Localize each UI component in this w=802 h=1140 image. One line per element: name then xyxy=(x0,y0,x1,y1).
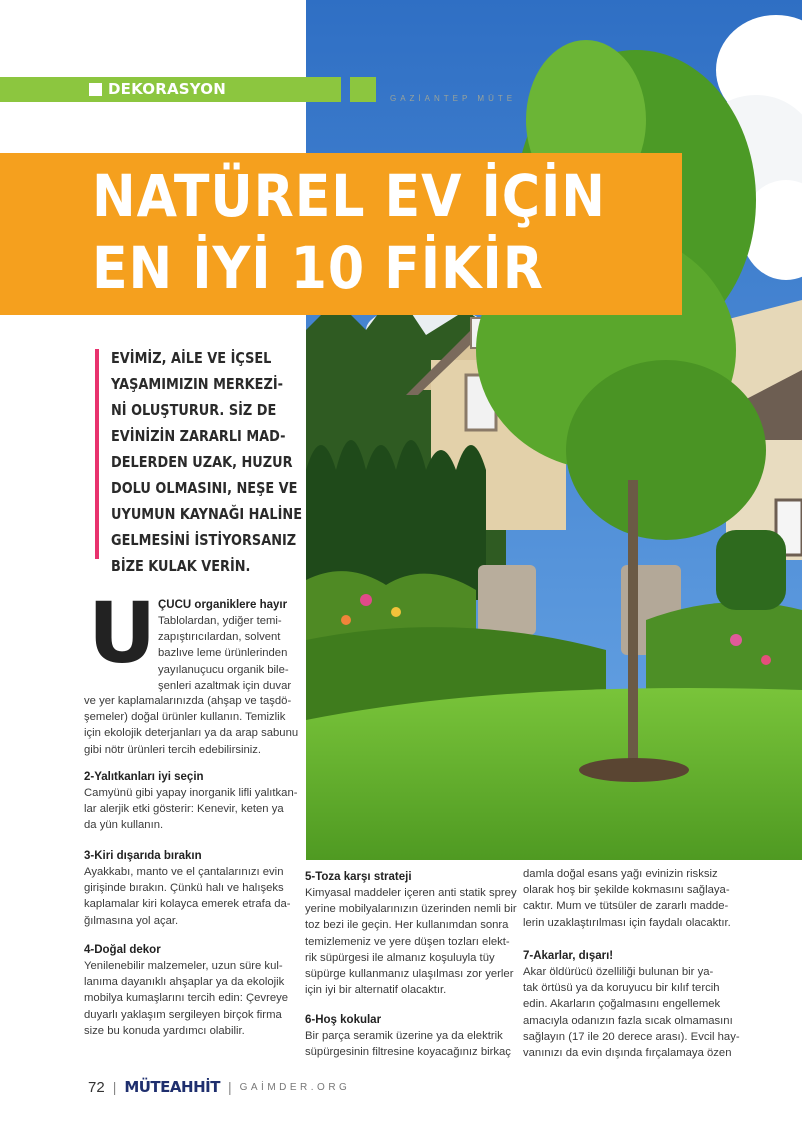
body-line: Ayakkabı, manto ve el çantalarınızı evin xyxy=(84,866,284,878)
lead-line: EVİNİZİN ZARARLI MAD- xyxy=(111,427,286,445)
body-line: girişinde bırakın. Çünkü halı ve halışeks xyxy=(84,882,284,895)
lead-line: YAŞAMIMIZIN MERKEZİ- xyxy=(111,375,283,393)
body-line: şenleri azaltmak için duvar xyxy=(158,679,292,692)
body-line: Akar öldürücü özelliliği bulunan bir ya- xyxy=(523,966,714,978)
body-line: lanıma dayanıklı ahşaplar ya da ekolojik xyxy=(84,976,285,989)
section-accent-square xyxy=(350,77,376,102)
page-number: 72 xyxy=(88,1078,105,1096)
section-heading: 3-Kiri dışarıda bırakın xyxy=(84,850,202,862)
lead-line: DELERDEN UZAK, HUZUR xyxy=(111,453,293,471)
lead-line: GELMESİNİ İSTİYORSANIZ xyxy=(111,531,297,549)
section-5 xyxy=(305,869,517,998)
body-line: için ekolojik deterjanları ya da arap sabunu xyxy=(84,727,299,740)
section-7 xyxy=(523,948,740,1061)
body-line: süpürgesinin filtresine koyacağınız birkaç xyxy=(305,1046,511,1059)
lead-line: EVİMİZ, AİLE VE İÇSEL xyxy=(111,349,272,367)
body-line: ve yer kaplamalarınızda (ahşap ve taşdö- xyxy=(84,695,292,707)
article-title-line-1: NATÜREL EV İÇİN xyxy=(92,162,606,230)
article-title-line-2: EN İYİ 10 FİKİR xyxy=(92,234,544,302)
section-label: DEKORASYON xyxy=(108,80,226,98)
lead-line: Nİ OLUŞTURUR. SİZ DE xyxy=(111,401,277,419)
body-line: şemeler) doğal ürünler kullanın. Temizlik xyxy=(84,711,286,724)
body-line: Kimyasal maddeler içeren anti statik sprey xyxy=(305,887,517,899)
body-line: lerin uzaklaştırılması için faydalı olacaktır. xyxy=(523,916,731,929)
body-line: damla doğal esans yağı evinizin risksiz xyxy=(523,868,718,880)
section-1-intro xyxy=(158,597,298,694)
section-heading: 2-Yalıtkanları iyi seçin xyxy=(84,771,204,783)
body-line: olarak hoş bir şekilde kokmasını sağlaya- xyxy=(523,884,730,897)
section-6-continued xyxy=(523,866,730,931)
body-line: rik süpürgesi ile almanız koşuluyla tüy xyxy=(305,951,495,964)
footer-separator: | xyxy=(112,1079,117,1095)
body-line: yayılanuçucu organik bile- xyxy=(158,663,289,676)
body-line: Camyünü gibi yapay inorganik lifli yalıtkan- xyxy=(84,787,298,799)
body-line: ğılmasına yol açar. xyxy=(84,914,179,927)
page-footer xyxy=(88,1077,350,1097)
footer-separator: | xyxy=(227,1079,232,1095)
section-heading: 5-Toza karşı strateji xyxy=(305,871,412,883)
body-line: da yün kullanın. xyxy=(84,819,164,832)
body-line: size bu konuda yardımcı olabilir. xyxy=(84,1024,245,1037)
body-line: kaplamalar kiri kolayca emerek etrafa da- xyxy=(84,898,291,911)
body-line: süpürge kullanmanız ulaşılması zor yerler xyxy=(305,968,514,981)
body-line: için iyi bir alternatif olacaktır. xyxy=(305,984,447,997)
drop-cap: U xyxy=(88,584,157,682)
body-line: amacıyla odanızın fazla sıcak olmamasını xyxy=(523,1014,733,1027)
footer-website: GAİMDER.ORG xyxy=(239,1081,351,1093)
lead-line: DOLU OLMASINI, NEŞE VE xyxy=(111,479,298,497)
body-line: toz bezi ile geçin. Her kullanımdan sonra xyxy=(305,919,509,932)
running-head: GAZİANTEP MÜTE xyxy=(390,94,517,103)
house-garden-photo xyxy=(306,0,802,860)
body-line: Yenilenebilir malzemeler, uzun süre kul- xyxy=(84,960,283,972)
section-4 xyxy=(84,942,298,1039)
body-line: tak örtüsü ya da koruyucu bir kılıf tercih xyxy=(523,982,720,995)
section-1-body xyxy=(84,693,298,758)
body-line: temizlemeniz ve yere düşen tozları elekt- xyxy=(305,935,510,948)
body-line: edin. Akarların çoğalmasını engellemek xyxy=(523,998,721,1011)
body-line: mobilya kumaşlarını tercih edin: Çevreye xyxy=(84,992,289,1005)
section-heading: ÇUCU organiklere hayır xyxy=(158,599,288,611)
section-heading: 4-Doğal dekor xyxy=(84,944,161,956)
section-2 xyxy=(84,769,298,834)
lead-line: UYUMUN KAYNAĞI HALİNE xyxy=(111,505,303,523)
section-6 xyxy=(305,1012,509,1060)
body-line: yerine mobilyalarınızın üzerinden nemli bir xyxy=(305,903,517,916)
lead-accent-rule xyxy=(95,349,99,559)
section-marker-square xyxy=(89,83,102,96)
body-line: Bir parça seramik üzerine ya da elektrik xyxy=(305,1030,503,1042)
body-line: caktır. Mum ve tütsüler de zararlı madde- xyxy=(523,900,729,913)
body-line: duyarlı yaklaşım sergileyen birçok firma xyxy=(84,1008,282,1021)
body-line: zapıştırıcılardan, solvent xyxy=(158,631,281,644)
body-line: vanınızı da evin dışında fırçalamaya özen xyxy=(523,1047,732,1060)
lead-paragraph xyxy=(111,345,311,579)
section-3 xyxy=(84,848,298,929)
section-heading: 7-Akarlar, dışarı! xyxy=(523,950,614,962)
body-line: lar alerjik etki gösterir: Kenevir, keten ya xyxy=(84,803,284,816)
body-line: sağlayın (17 ile 20 derece arası). Evcil hay- xyxy=(523,1030,740,1043)
section-heading: 6-Hoş kokular xyxy=(305,1014,382,1026)
brand-logo: MÜTEAHHİT xyxy=(124,1078,220,1096)
body-line: bazlıve leme ürünlerinden xyxy=(158,647,288,660)
body-line: Tablolardan, ydiğer temi- xyxy=(158,615,282,627)
lead-line: BİZE KULAK VERİN. xyxy=(111,557,251,575)
body-line: gibi nötr ürünleri tercih edebilirsiniz. xyxy=(84,743,262,756)
